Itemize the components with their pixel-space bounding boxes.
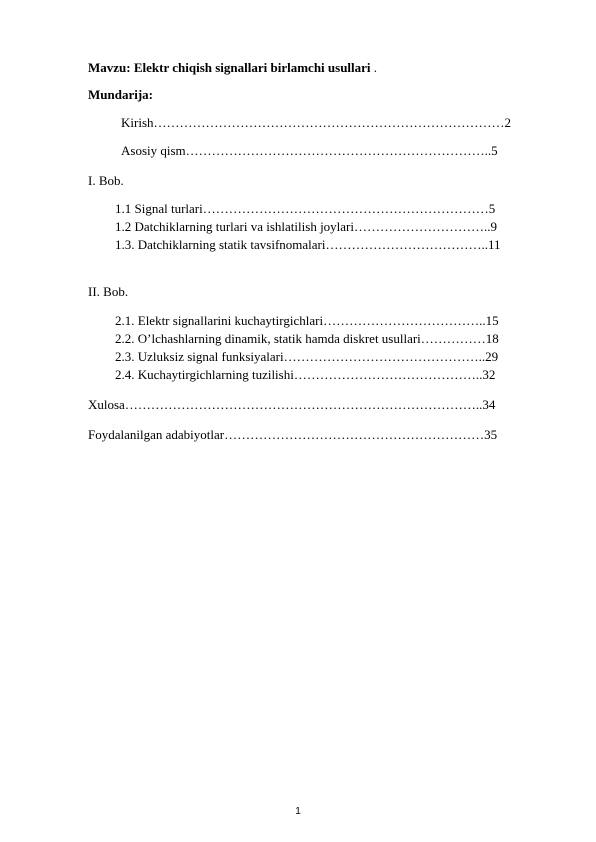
toc-entry-2-2: 2.2. O’lchashlarning dinamik, statik hamda diskret usullari……………18 <box>115 331 499 346</box>
toc-entry-1-3: 1.3. Datchiklarning statik tavsifnomalari………………………………..11 <box>115 237 501 252</box>
toc-entry-1-2: 1.2 Datchiklarning turlari va ishlatilish joylari…………………………..9 <box>115 219 498 234</box>
toc-entry-2-4: 2.4. Kuchaytirgichlarning tuzilishi……………………………………..32 <box>115 367 496 382</box>
toc-entry-1-1: 1.1 Signal turlari…………………………………………………………5 <box>115 201 496 216</box>
toc-entry-intro: Kirish………………………………………………………………………2 <box>121 115 511 130</box>
topic-suffix: . <box>370 60 378 75</box>
page-number: 1 <box>295 806 301 817</box>
toc-entry-main-part: Asosiy qism……………………………………………………………..5 <box>121 143 498 158</box>
topic-title: Mavzu: Elektr chiqish signallari birlamchi usullari <box>88 60 371 75</box>
chapter-1-title: I. Bob. <box>88 173 124 188</box>
topic-line <box>88 60 377 76</box>
toc-entry-references: Foydalanilgan adabiyotlar……………………………………………………35 <box>88 427 498 442</box>
chapter-2-title: II. Bob. <box>88 284 129 299</box>
toc-entry-2-3: 2.3. Uzluksiz signal funksiyalari………………………………………..29 <box>115 349 499 364</box>
toc-entry-2-1: 2.1. Elektr signallarini kuchaytirgichlari………………………………..15 <box>115 313 499 328</box>
toc-entry-conclusion: Xulosa………………………………………………………………………..34 <box>88 397 496 412</box>
contents-heading: Mundarija: <box>88 87 153 102</box>
